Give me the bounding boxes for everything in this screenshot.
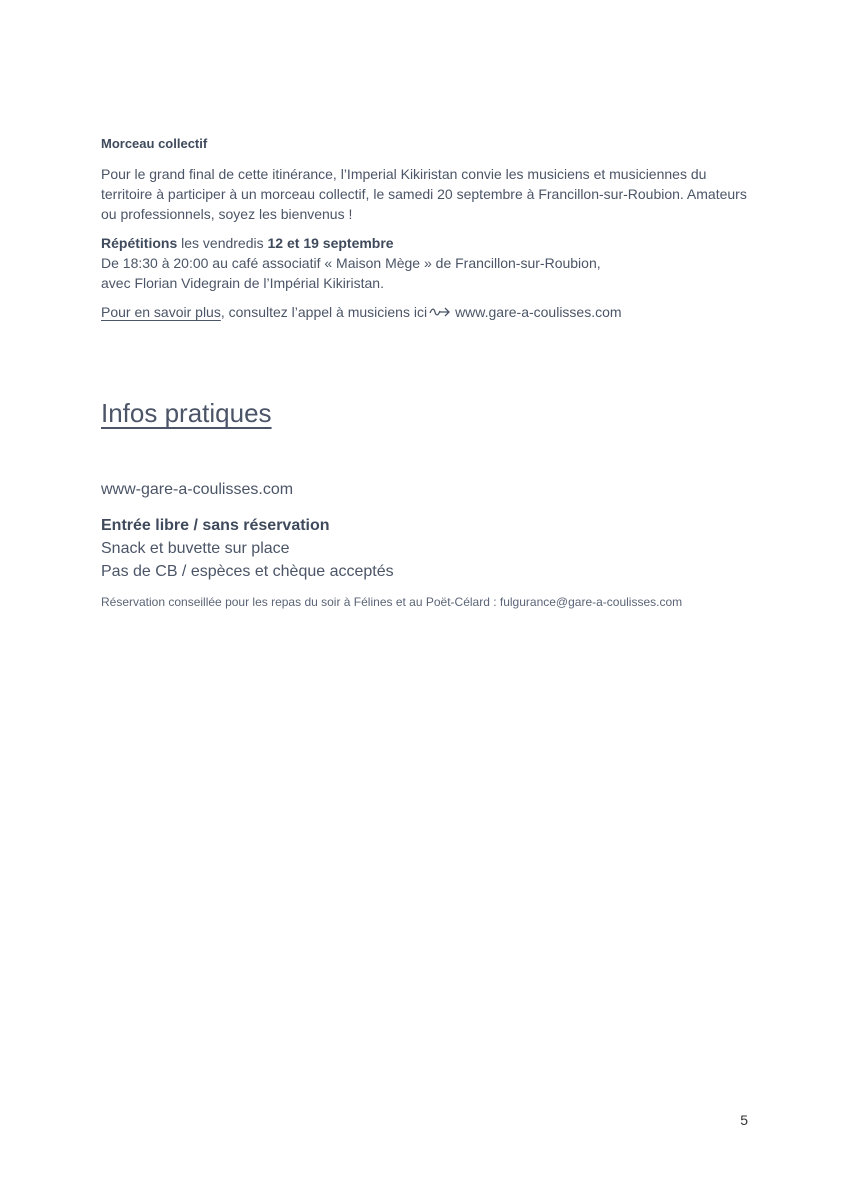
more-info-link[interactable]: Pour en savoir plus bbox=[101, 304, 221, 320]
entry-info-block bbox=[101, 514, 394, 583]
rehearsals-with: avec Florian Videgrain de l’Impérial Kikiristan. bbox=[101, 275, 384, 291]
morceau-intro: Pour le grand final de cette itinérance, l’Imperial Kikiristan convie les musiciens et musiciennes du territoire à participer à un morceau collectif, le samedi 20 septembre à Francillon-sur-Roubion. Amateurs ou professionnels, soyez les bienvenus ! bbox=[101, 166, 747, 222]
website-link-inline[interactable]: www.gare-a-coulisses.com bbox=[455, 304, 622, 320]
rehearsals-days: les vendredis bbox=[177, 235, 268, 251]
rehearsals-paragraph bbox=[101, 233, 751, 293]
rehearsals-dates: 12 et 19 septembre bbox=[267, 235, 394, 251]
reservation-note: Réservation conseillée pour les repas du soir à Félines et au Poët-Célard : fulgurance@gare-a-coulisses.com bbox=[101, 595, 683, 609]
rehearsals-label: Répétitions bbox=[101, 235, 178, 251]
rehearsals-time-place: De 18:30 à 20:00 au café associatif « Maison Mège » de Francillon-sur-Roubion, bbox=[101, 255, 601, 271]
infos-pratiques-title: Infos pratiques bbox=[101, 398, 272, 428]
more-info-text: , consultez l’appel à musiciens ici bbox=[220, 304, 428, 320]
snack-label: Snack et buvette sur place bbox=[101, 540, 290, 557]
squiggle-arrow-icon bbox=[429, 306, 451, 318]
website-url[interactable]: www-gare-a-coulisses.com bbox=[101, 481, 294, 498]
payment-label: Pas de CB / espèces et chèque acceptés bbox=[101, 563, 394, 580]
entry-free-label: Entrée libre / sans réservation bbox=[101, 517, 330, 534]
more-info-paragraph bbox=[101, 302, 751, 322]
page-number: 5 bbox=[740, 1112, 748, 1128]
section-heading-morceau: Morceau collectif bbox=[101, 136, 208, 151]
